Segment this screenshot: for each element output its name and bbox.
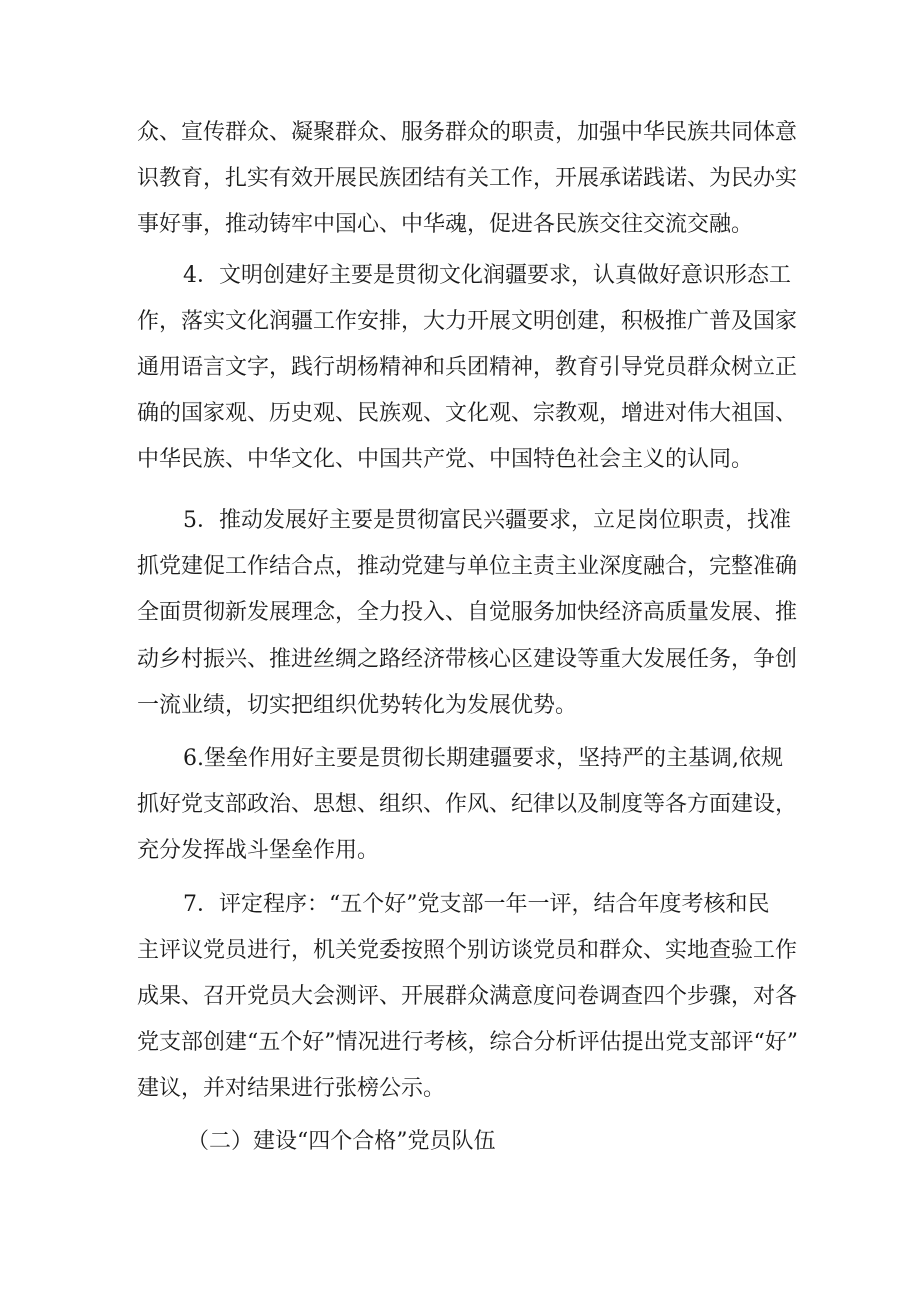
text-line: 动乡村振兴、推进丝绸之路经济带核心区建设等重大发展任务，争创 (137, 647, 798, 672)
text-line: 成果、召开党员大会测评、开展群众满意度问卷调查四个步骤，对各 (137, 984, 798, 1009)
paragraph-6-first-line: 6.堡垒作用好主要是贯彻长期建疆要求，坚持严的主基调,依规 (183, 746, 783, 771)
text-line: 中华民族、中华文化、中国共产党、中国特色社会主义的认同。 (137, 447, 754, 472)
text-line: 抓好党支部政治、思想、组织、作风、纪律以及制度等各方面建设， (137, 792, 798, 817)
paragraph-4-first-line: 4．文明创建好主要是贯彻文化润疆要求，认真做好意识形态工 (183, 263, 791, 288)
paragraph-7-first-line: 7．评定程序：“五个好”党支部一年一评，结合年度考核和民 (183, 892, 770, 917)
section-heading: （二）建设“四个合格”党员队伍 (187, 1129, 496, 1154)
text-line: 主评议党员进行，机关党委按照个别访谈党员和群众、实地查验工作 (137, 938, 798, 963)
text-line: 事好事，推动铸牢中国心、中华魂，促进各民族交往交流交融。 (137, 212, 754, 237)
text-line: 众、宣传群众、凝聚群众、服务群众的职责，加强中华民族共同体意 (137, 120, 798, 145)
text-line: 抓党建促工作结合点，推动党建与单位主责主业深度融合，完整准确 (137, 554, 798, 579)
text-line: 全面贯彻新发展理念，全力投入、自觉服务加快经济高质量发展、推 (137, 600, 798, 625)
text-line: 党支部创建“五个好”情况进行考核，综合分析评估提出党支部评“好” (137, 1030, 798, 1055)
text-line: 一流业绩，切实把组织优势转化为发展优势。 (137, 693, 578, 718)
text-line: 识教育，扎实有效开展民族团结有关工作，开展承诺践诺、为民办实 (137, 166, 798, 191)
text-line: 作，落实文化润疆工作安排，大力开展文明创建，积极推广普及国家 (137, 309, 798, 334)
text-line: 通用语言文字，践行胡杨精神和兵团精神，教育引导党员群众树立正 (137, 355, 798, 380)
text-line: 充分发挥战斗堡垒作用。 (137, 838, 380, 863)
paragraph-5-first-line: 5．推动发展好主要是贯彻富民兴疆要求，立足岗位职责，找准 (183, 508, 791, 533)
text-line: 确的国家观、历史观、民族观、文化观、宗教观，增进对伟大祖国、 (137, 401, 798, 426)
text-line: 建议，并对结果进行张榜公示。 (137, 1076, 446, 1101)
